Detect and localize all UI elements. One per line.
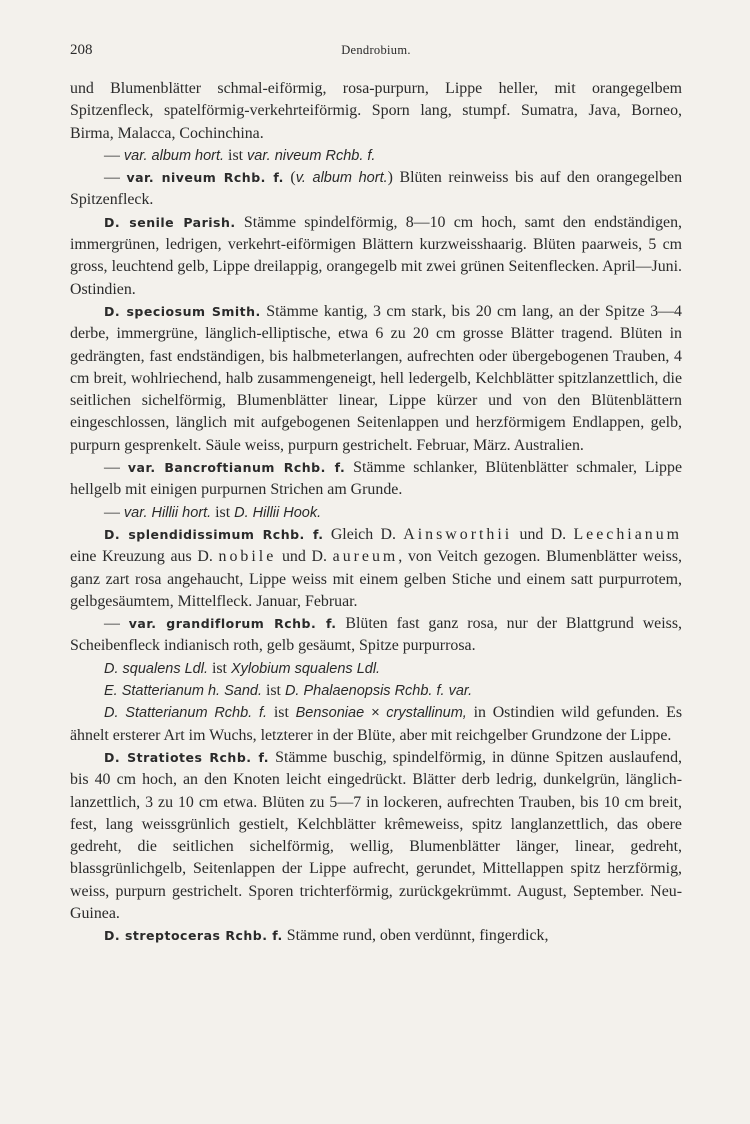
spaced-text: aureum [332, 548, 399, 566]
paragraph [70, 658, 682, 680]
text-run: — [104, 459, 128, 477]
text-run: ist [207, 659, 231, 677]
text-run: — [104, 615, 129, 633]
italic-text: v. album hort. [295, 170, 388, 187]
paragraph [70, 702, 682, 747]
text-run: ist [224, 146, 248, 164]
text-run: Gleich D. [323, 525, 404, 543]
species-name: D. speciosum Smith. [104, 303, 261, 319]
text-run: in Ostindien wild gefunden. Es ähnelt ersterer Art im Wuchs, letzterer in der Blüte, aber mit reichgelber Grundzone der Lippe. [70, 704, 683, 744]
italic-text: D. squalens Ldl. [104, 660, 208, 677]
text-run: Stämme buschig, spindelförmig, in dünne Spitzen auslaufend, bis 40 cm hoch, an den Knoten leicht eingedrückt. Blätter derb ledrig, dunkelgrün, länglich-lanzettlich, 3 zu 10 cm etwa. Blüten zu 5—7 in lockeren, aufrechten Trauben, bis 10 cm breit, fest, lang weissgrünlich gestielt, Kelchblätter krêmeweiss, spitz langlanzettlich, das obere gedreht, die seitlichen sichelförmig, wellig, Blumenblätter länger, linear, gedreht, blassgrünlichgelb, Seitenlappen der Lippe aufrecht, gerundet, Mittellappen spitz herzförmig, weiss, purpurn gestrichelt. Sporen trichterförmig, zurückgekrümmt. August, September. Neu-Guinea. [70, 748, 682, 922]
text-run: Blüten fast ganz rosa, nur der Blattgrund weiss, Scheibenfleck indianisch roth, gelb gesäumt, Spitze purpurrosa. [70, 615, 682, 655]
text-run: und D. [276, 548, 333, 566]
paragraph [70, 78, 682, 145]
text-run: und D. [512, 525, 574, 543]
paragraph [70, 747, 682, 925]
species-name: D. streptoceras Rchb. f. [104, 928, 283, 944]
species-name: D. splendidissimum Rchb. f. [104, 526, 324, 542]
text-run: Stämme kantig, 3 cm stark, bis 20 cm lang, an der Spitze 3—4 derbe, immergrüne, länglich-elliptische, etwa 6 zu 20 cm grosse Blätter tragend. Blüten in gedrängten, fast endständigen, bis halbmeterlangen, aufrechten oder übergebogenen Trauben, 4 cm breit, wohlriechend, halb zusammengeneigt, hell ledergelb, Kelchblätter spitzlanzettlich, die seitlichen sichelförmig, Blumenblätter linear, Lippe kürzer und von den Blütenblättern eingeschlossen, länglich mit aufgebogenen Seitenlappen und herzförmigem Endlappen, gelb, purpurn gesprenkelt. Säule weiss, purpurn gestrichelt. Februar, März. Australien. [70, 302, 682, 454]
paragraph [70, 502, 682, 524]
paragraph [70, 301, 682, 457]
text-run: Stämme spindelförmig, 8—10 cm hoch, samt den endständigen, immergrünen, ledrigen, verkehrt-eiförmigen Blättern kurzweisshaarig. Blüten paarweis, 5 cm gross, leuchtend gelb, Lippe dreilappig, orangegelb mit zwei grünen Seitenflecken. April—Juni. Ostindien. [70, 213, 682, 298]
paragraph [70, 212, 682, 301]
spaced-text: Ainsworthii [403, 525, 513, 543]
species-name: var. Bancroftianum Rchb. f. [127, 460, 346, 476]
text-run: Stämme schlanker, Blütenblätter schmaler, Lippe hellgelb mit einigen purpurnen Strichen am Grunde. [70, 459, 682, 499]
paragraph [70, 145, 682, 167]
text-run: ( [283, 169, 296, 187]
paragraph [70, 925, 682, 947]
text-run: ist [267, 704, 296, 722]
text-run: ist [261, 682, 285, 700]
italic-text: D. Phalaenopsis Rchb. f. var. [284, 683, 473, 700]
text-run: ) Blüten reinweiss bis auf den orangegelben Spitzenfleck. [70, 169, 683, 209]
italic-text: Bensoniae × crystallinum, [295, 705, 467, 722]
text-run: eine Kreuzung aus D. [70, 548, 219, 566]
book-page [70, 42, 682, 948]
running-head: Dendrobium. [341, 43, 411, 57]
text-run: Stämme rund, oben verdünnt, fingerdick, [282, 927, 549, 945]
page-header [70, 42, 682, 64]
italic-text: D. Hillii Hook. [234, 504, 322, 521]
italic-text: var. Hillii hort. [123, 504, 212, 521]
italic-text: Xylobium squalens Ldl. [230, 660, 381, 677]
text-run: und Blumenblätter schmal-eiförmig, rosa-purpurn, Lippe heller, mit orangegelbem Spitzenfleck, spatelförmig-verkehrteiförmig. Sporn lang, stumpf. Sumatra, Java, Borneo, Birma, Malacca, Cochinchina. [70, 80, 682, 142]
species-name: var. niveum Rchb. f. [126, 170, 284, 186]
paragraph [70, 167, 682, 212]
species-name: D. senile Parish. [104, 214, 236, 230]
spaced-text: Leechianum [573, 525, 682, 543]
text-run: — [104, 169, 127, 187]
italic-text: var. niveum Rchb. f. [247, 147, 376, 164]
text-run: ist [211, 503, 235, 521]
paragraph [70, 680, 682, 702]
italic-text: var. album hort. [123, 147, 225, 164]
text-run: — [104, 146, 124, 164]
italic-text: D. Statterianum Rchb. f. [104, 705, 268, 722]
italic-text: E. Statterianum h. Sand. [104, 683, 262, 700]
species-name: D. Stratiotes Rchb. f. [104, 749, 270, 765]
page-body [70, 78, 682, 948]
paragraph [70, 613, 682, 658]
paragraph [70, 457, 682, 502]
text-run: , von Veitch gezogen. Blumenblätter weiss, ganz zart rosa angehaucht, Lippe weiss mit einem gelben Stiche und einem satt purpurrotem, gelbgesäumtem, Mittelfleck. Januar, Februar. [70, 548, 682, 610]
paragraph [70, 524, 682, 613]
species-name: var. grandiflorum Rchb. f. [128, 616, 337, 632]
page-number: 208 [70, 42, 93, 58]
spaced-text: nobile [218, 548, 277, 566]
text-run: — [104, 503, 124, 521]
